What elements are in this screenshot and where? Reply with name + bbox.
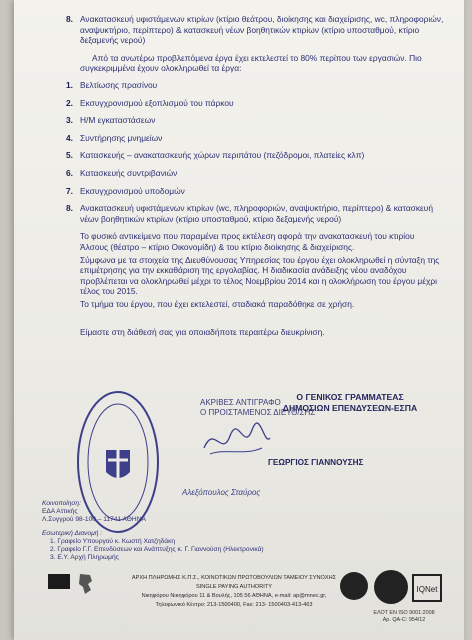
iqnet-seal-icon — [412, 574, 442, 602]
list-item — [66, 186, 444, 197]
signer-title-line-1: Ο ΓΕΝΙΚΟΣ ΓΡΑΜΜΑΤΕΑΣ — [296, 392, 404, 402]
document-page — [14, 0, 464, 640]
remaining-paragraph: Το φυσικό αντικείμενο που παραμένει προς εκτέλεση αφορά την ανακατασκευή του κτιρίου Άλσους (θέατρο – κτίριο Οικονομίδη) & του κτίριο διοίκησης & διαχείρισης. — [80, 231, 415, 252]
item-text: Κατασκευής – ανακατασκευής χώρων περιπάτου (πεζόδρομοι, πλατείες κλπ) — [80, 150, 365, 161]
cert-line-1: ΕΛΟΤ ΕΝ ISO 9001:2008 — [373, 610, 435, 616]
list-item — [66, 133, 444, 144]
item-number: 1. — [66, 79, 73, 90]
signer-title-line-2: ΔΗΜΟΣΙΩΝ ΕΠΕΝΔΥΣΕΩΝ-ΕΣΠΑ — [282, 402, 418, 413]
item-text: Κατασκευής συντριβανιών — [80, 167, 178, 178]
progress-paragraph: Από τα ανωτέρω προβλεπόμενα έργα έχει εκτελεστεί το 80% περίπου των εργασιών. Πιο συγκεκριμμένα έχουν ολοκληρωθεί τα έργα: — [80, 52, 422, 74]
internal-line: 2. Γραφείο Γ.Γ. Επενδύσεων και Ανάπτυξης κ. Γ. Γιαννούση (Ηλεκτρονικά) — [50, 546, 264, 554]
certify-line-1: ΑΚΡΙΒΕΣ ΑΝΤΙΓΡΑΦΟ — [200, 398, 281, 407]
internal-line: 1. Γραφείο Υπουργού κ. Κωστή Χατζηδάκη — [50, 537, 176, 545]
notify-header: Κοινοποίηση: — [42, 500, 81, 507]
me-seal-icon — [374, 570, 408, 604]
notify-line: Λ.Συγγρού 98-100 – 11741 ΑΘΗΝΑ — [42, 516, 146, 524]
list-item — [66, 115, 444, 126]
usage-paragraph: Το τμήμα του έργου, που έχει εκτελεστεί, σταδιακά παραδόθηκε σε χρήση. — [80, 298, 355, 309]
item-number: 7. — [66, 185, 73, 196]
eu-flag-logo — [48, 574, 70, 589]
signer-title — [270, 392, 430, 413]
item-number: 8. — [66, 14, 73, 24]
iqnet-label: IQNet — [416, 585, 438, 594]
list-item — [66, 14, 444, 46]
recipients-block — [42, 500, 264, 562]
footer-line-3: Νικηφόρου Νικηφόρου 11 & Βουλής, 105 56 ΑΘΗΝΑ, e-mail: ap@mnec.gr, — [141, 593, 327, 599]
list-item — [66, 203, 444, 224]
handwritten-name: Αλεξόπουλος Σταύρος — [182, 488, 261, 497]
page-footer — [14, 568, 464, 640]
certification-text — [364, 610, 444, 624]
notify-line: ΕΔΑ Αττικής — [42, 508, 78, 516]
certify-line-2: Ο ΠΡΟΙΣΤΑΜΕΝΟΣ ΔΙΕΥΘ/ΣΗΣ — [200, 407, 316, 417]
greece-map-logo — [76, 572, 96, 596]
internal-header: Εσωτερική Διανομή : — [42, 529, 103, 537]
handwritten-signature — [200, 418, 272, 462]
footer-line-2: SINGLE PAYING AUTHORITY — [196, 584, 272, 590]
footer-address — [124, 574, 344, 610]
footer-line-4: Τηλεφωνικό Κέντρο: 213-1500400, Fax: 213- 1500403-413-463 — [155, 602, 313, 608]
completed-works-list — [66, 80, 444, 224]
list-item — [66, 80, 444, 91]
signer-name: ΓΕΩΡΓΙΟΣ ΓΙΑΝΝΟΥΣΗΣ — [268, 458, 364, 467]
certification-seal-icon — [340, 572, 368, 600]
item-number: 2. — [66, 97, 73, 108]
item-number: 5. — [66, 150, 73, 161]
item-text: Εκσυγχρονισμού υποδομών — [80, 185, 185, 196]
item-number: 6. — [66, 167, 73, 178]
item-text: Συντήρησης μνημείων — [80, 132, 163, 143]
list-item — [66, 98, 444, 109]
list-item — [66, 168, 444, 179]
item-text: Εκσυγχρονισμού εξοπλισμού του πάρκου — [80, 97, 234, 108]
item-text: Βελτίωσης πρασίνου — [80, 79, 158, 90]
item-number: 8. — [66, 203, 73, 214]
item-number: 3. — [66, 115, 73, 126]
closing-line: Είμαστε στη διάθεσή σας για οποιαδήποτε περαιτέρω διευκρίνιση. — [80, 327, 325, 338]
footer-line-1: ΑΡΧΗ ΠΛΗΡΩΜΗΣ Κ.Π.Σ., ΚΟΙΝΟΤΙΚΩΝ ΠΡΩΤΟΒΟΥΛΙΩΝ ΤΑΜΕΙΟΥ ΣΥΝΟΧΗΣ — [131, 575, 337, 581]
item-text: Ανακατασκευή υφιστάμενων κτιρίων (wc, πληροφοριών, αναψυκτήριο, περίπτερο) & κατασκευή νέων βοηθητικών κτιρίων (κτίριο υποσταθμού, κτίριο δεξαμενής νερού) — [80, 203, 434, 224]
list-item — [66, 150, 444, 161]
cert-line-2: Αρ. QA-C: 954/12 — [382, 617, 426, 623]
schedule-paragraph: Σύμφωνα με τα στοιχεία της Διευθύνουσας Υπηρεσίας του έργου έχει ολοκληρωθεί η σύνταξη της επιμέτρησης για την εκκαθάριση της εργολαβίας. Η διαδικασία ανάδειξης νέου αναδόχου προβλέπεται να ολοκληρωθεί μέχρι το τέλος Νοεμβρίου 2014 και η ολοκλήρωση του έργου μέχρι τέλος του 2015. — [80, 254, 440, 297]
document-body — [66, 14, 444, 338]
item-text: Ανακατασκευή υφιστάμενων κτιρίων (κτίριο θεάτρου, διοίκησης και διαχείρισης, wc, πληροφοριών, αναψυκτήριο, περίπτερο) & κατασκευή νέων βοηθητικών κτιρίων (κτίριο υποσταθμού, κτίριο δεξαμενής νερού) — [80, 14, 444, 46]
internal-line: 3. Ε.Υ. Αρχή Πληρωμής — [50, 554, 119, 562]
item-number: 4. — [66, 132, 73, 143]
item-text: Η/Μ εγκαταστάσεων — [80, 115, 156, 126]
